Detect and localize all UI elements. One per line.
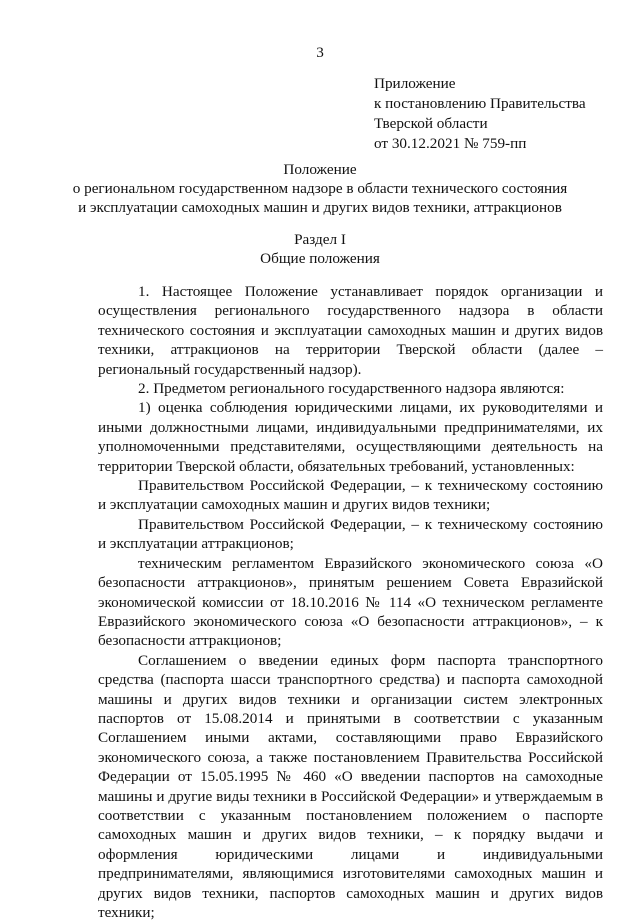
section-label: Раздел I <box>294 231 346 248</box>
page-number: 3 <box>316 44 324 61</box>
document-body <box>98 282 603 922</box>
approval-block <box>374 74 634 154</box>
section-name: Общие положения <box>260 250 380 267</box>
paragraph: Правительством Российской Федерации, – к техническому состоянию и эксплуатации самоходных машин и других видов техники; <box>98 477 603 514</box>
approval-line: к постановлению Правительства <box>374 95 586 112</box>
approval-line: Приложение <box>374 75 456 92</box>
paragraph: 1) оценка соблюдения юридическими лицами, их руководителями и иными должностными лицами, индивидуальными предпринимателями, их уполномоченными представителями, осуществляющими деятельность на территории Тверской области, обязательных требований, установленных: <box>98 399 603 475</box>
approval-line: от 30.12.2021 № 759-пп <box>374 135 527 152</box>
paragraph: 1. Настоящее Положение устанавливает порядок организации и осуществления регионального государственного надзора в области технического состояния и эксплуатации самоходных машин и других видов техники, аттракционов на территории Тверской области (далее – региональный государственный надзор). <box>98 283 603 378</box>
paragraph: Правительством Российской Федерации, – к техническому состоянию и эксплуатации аттракционов; <box>98 515 603 553</box>
approval-line: Тверской области <box>374 115 488 132</box>
paragraph: 2. Предметом регионального государственного надзора являются: <box>138 380 565 398</box>
document-title: Положение <box>283 161 357 178</box>
document-subtitle-line: о региональном государственном надзоре в области технического состояния <box>72 180 568 197</box>
document-subtitle-line: и эксплуатации самоходных машин и других видов техники, аттракционов <box>78 199 562 216</box>
paragraph: Соглашением о введении единых форм паспорта транспортного средства (паспорта шасси транспортного средства) и паспорта самоходной машины и других видов техники и организации систем электронных паспортов от 15.08.2014 и принятыми в соответствии с указанным Соглашением иными актами, составляющими право Евразийского экономического союза, а также постановлением Правительства Российской Федерации от 15.05.1995 № 460 «О введении паспортов на самоходные машины и другие виды техники в Российской Федерации» и утверждаемым в соответствии с указанным постановлением положением о паспорте самоходных машин и других видов техники, – к порядку выдачи и оформления юридическими лицами и индивидуальными предпринимателями, являющимися изготовителями самоходных машин и других видов техники, паспортов самоходных машин и других видов техники; <box>98 651 603 921</box>
paragraph: техническим регламентом Евразийского экономического союза «О безопасности аттракционов», принятым решением Совета Евразийской экономической комиссии от 18.10.2016 № 114 «О техническом регламенте Евразийского экономического союза «О безопасности аттракционов», – к безопасности аттракционов; <box>98 554 603 650</box>
